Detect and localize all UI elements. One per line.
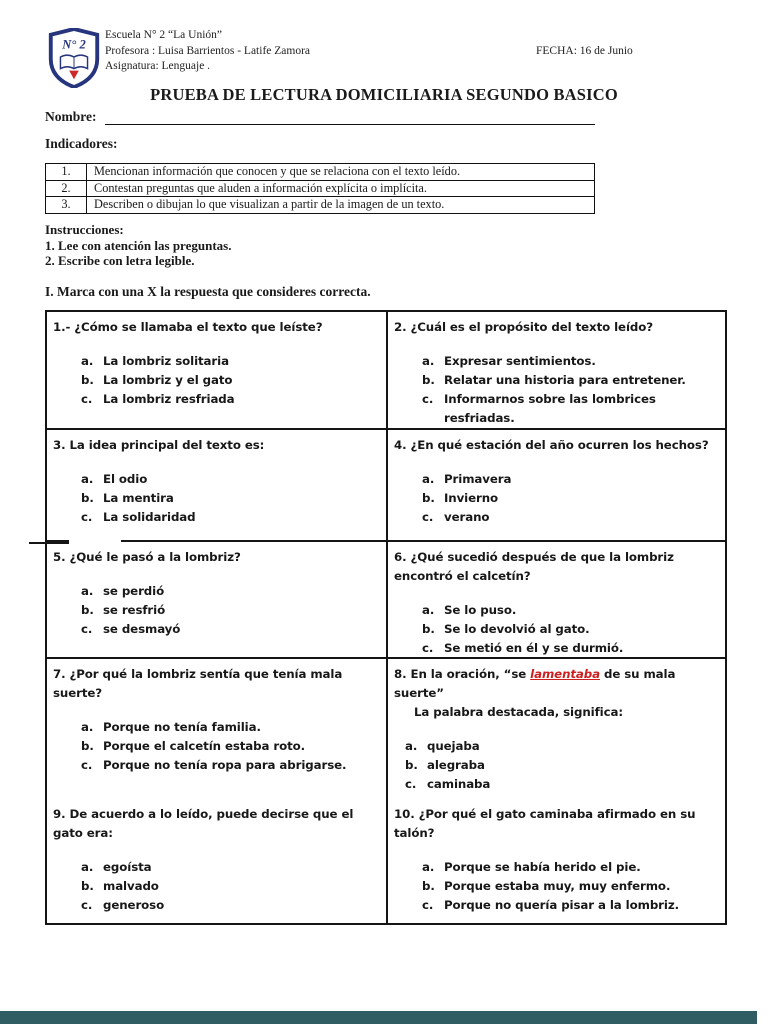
questions-table: [45, 310, 727, 925]
svg-text:N° 2: N° 2: [62, 37, 86, 52]
option-row: [81, 896, 382, 915]
section-heading: I. Marca con una X la respuesta que consideres correcta.: [45, 284, 371, 299]
option-row: [81, 737, 382, 756]
option-row: [81, 390, 382, 409]
option-text: Porque estaba muy, muy enfermo.: [444, 879, 671, 893]
question-cell: [388, 542, 725, 659]
question-heading: [53, 318, 382, 337]
option-row: [422, 390, 721, 428]
option-text: malvado: [103, 879, 159, 893]
indicators-heading: Indicadores:: [45, 136, 118, 151]
option-letter: c.: [81, 510, 93, 524]
subject-name: Asignatura: Lenguaje .: [105, 60, 211, 72]
option-letter: a.: [81, 860, 94, 874]
question-heading: [53, 548, 382, 567]
option-text: Porque no quería pisar a la lombriz.: [444, 898, 679, 912]
option-letter: c.: [422, 641, 434, 655]
option-row: [81, 508, 382, 527]
option-text: La lombriz resfriada: [103, 392, 235, 406]
option-text: Invierno: [444, 491, 499, 505]
option-letter: c.: [422, 510, 434, 524]
option-row: [81, 858, 382, 877]
question-heading: [394, 436, 721, 455]
option-row: [81, 756, 382, 775]
question-heading-part: de su mala suerte”: [394, 667, 676, 700]
option-text: egoísta: [103, 860, 152, 874]
indicator-number: 3.: [46, 197, 87, 213]
options-list: [422, 470, 721, 527]
options-list: [422, 352, 721, 428]
options-list: [81, 470, 382, 527]
question-heading: [53, 805, 382, 843]
question-heading-part: 4. ¿En qué estación del año ocurren los hechos?: [394, 438, 709, 452]
option-text: Porque no tenía familia.: [103, 720, 261, 734]
option-row: [81, 371, 382, 390]
option-row: [405, 737, 721, 756]
question-heading-part: 7. ¿Por qué la lombriz sentía que tenía mala suerte?: [53, 667, 343, 700]
option-text: El odio: [103, 472, 148, 486]
option-letter: a.: [81, 584, 94, 598]
option-letter: c.: [81, 622, 93, 636]
option-text: Se lo puso.: [444, 603, 517, 617]
option-letter: b.: [81, 879, 94, 893]
option-letter: b.: [81, 739, 94, 753]
question-cell: [47, 659, 388, 799]
option-row: [422, 858, 721, 877]
option-letter: c.: [422, 392, 434, 406]
option-letter: a.: [422, 603, 435, 617]
question-heading-part: 1.- ¿Cómo se llamaba el texto que leíste?: [53, 320, 323, 334]
option-letter: b.: [422, 622, 435, 636]
instruction-item: 2. Escribe con letra legible.: [45, 253, 195, 268]
option-text: Primavera: [444, 472, 512, 486]
option-row: [81, 489, 382, 508]
question-heading-part: 9. De acuerdo a lo leído, puede decirse que el gato era:: [53, 807, 354, 840]
indicators-table: [45, 163, 595, 214]
question-heading: [394, 318, 721, 337]
option-row: [422, 352, 721, 371]
option-text: Expresar sentimientos.: [444, 354, 596, 368]
option-text: Porque se había herido el pie.: [444, 860, 641, 874]
option-letter: c.: [81, 392, 93, 406]
school-crest-icon: [48, 28, 100, 88]
option-text: Relatar una historia para entretener.: [444, 373, 686, 387]
indicator-row: [46, 181, 594, 198]
option-text: Informarnos sobre las lombrices resfriadas.: [444, 392, 656, 425]
options-list: [81, 858, 382, 915]
option-row: [422, 489, 721, 508]
option-letter: c.: [81, 898, 93, 912]
option-text: La mentira: [103, 491, 174, 505]
date-label: FECHA: 16 de Junio: [536, 45, 633, 57]
name-blank-line: [105, 109, 596, 125]
option-text: Porque el calcetín estaba roto.: [103, 739, 306, 753]
option-letter: a.: [422, 354, 435, 368]
name-field-row: [45, 109, 595, 125]
option-row: [422, 371, 721, 390]
question-heading: [53, 665, 382, 703]
option-letter: a.: [81, 472, 94, 486]
question-heading-part: 10. ¿Por qué el gato caminaba afirmado en su talón?: [394, 807, 696, 840]
option-row: [422, 601, 721, 620]
question-heading-part: 3. La idea principal del texto es:: [53, 438, 265, 452]
option-text: Porque no tenía ropa para abrigarse.: [103, 758, 347, 772]
option-letter: a.: [405, 739, 418, 753]
option-letter: b.: [81, 603, 94, 617]
option-row: [422, 639, 721, 658]
header-info: [105, 28, 310, 75]
scan-border-gap: [69, 540, 121, 544]
option-letter: a.: [422, 472, 435, 486]
question-subheading: La palabra destacada, significa:: [414, 705, 623, 719]
options-list: [81, 582, 382, 639]
option-row: [422, 896, 721, 915]
option-text: Se metió en él y se durmió.: [444, 641, 624, 655]
option-row: [81, 582, 382, 601]
question-cell: [388, 430, 725, 542]
highlighted-word: lamentaba: [530, 667, 600, 681]
option-row: [405, 756, 721, 775]
question-heading-part: 6. ¿Qué sucedió después de que la lombriz encontró el calcetín?: [394, 550, 674, 583]
option-letter: a.: [422, 860, 435, 874]
question-cell: [47, 430, 388, 542]
option-text: se desmayó: [103, 622, 181, 636]
scan-stray-mark: [29, 542, 69, 544]
option-row: [81, 352, 382, 371]
option-letter: b.: [422, 879, 435, 893]
option-letter: b.: [422, 373, 435, 387]
question-cell: [47, 542, 388, 659]
instructions-block: [45, 222, 231, 269]
option-text: Se lo devolvió al gato.: [444, 622, 590, 636]
option-row: [81, 718, 382, 737]
option-text: caminaba: [427, 777, 491, 791]
option-text: verano: [444, 510, 490, 524]
option-row: [405, 775, 721, 794]
question-cell: [47, 799, 388, 923]
option-letter: c.: [405, 777, 417, 791]
option-letter: a.: [81, 720, 94, 734]
option-letter: b.: [81, 373, 94, 387]
question-cell: [388, 312, 725, 430]
option-letter: b.: [405, 758, 418, 772]
option-row: [422, 877, 721, 896]
question-cell: [388, 659, 725, 799]
option-row: [81, 470, 382, 489]
option-text: generoso: [103, 898, 165, 912]
instructions-heading: Instrucciones:: [45, 222, 124, 237]
option-text: La lombriz y el gato: [103, 373, 233, 387]
options-list: [81, 352, 382, 409]
option-row: [422, 470, 721, 489]
indicator-text: Mencionan información que conocen y que se relaciona con el texto leído.: [94, 164, 461, 178]
question-heading-part: 2. ¿Cuál es el propósito del texto leído?: [394, 320, 653, 334]
question-cell: [388, 799, 725, 923]
instructions-list: [45, 238, 231, 269]
indicator-number: 1.: [46, 164, 87, 180]
footer-divider-bar: [0, 1011, 757, 1024]
option-row: [81, 877, 382, 896]
question-heading: [394, 805, 721, 843]
option-text: se perdió: [103, 584, 165, 598]
option-text: La solidaridad: [103, 510, 196, 524]
indicator-number: 2.: [46, 181, 87, 197]
question-heading-part: 8. En la oración, “se: [394, 667, 531, 681]
options-list: [422, 601, 721, 658]
option-text: alegraba: [427, 758, 485, 772]
indicator-row: [46, 164, 594, 181]
indicator-text: Contestan preguntas que aluden a información explícita o implícita.: [94, 180, 427, 195]
question-heading: [394, 665, 721, 703]
school-name: Escuela N° 2 “La Unión”: [105, 29, 222, 41]
options-list: [81, 718, 382, 775]
option-letter: c.: [81, 758, 93, 772]
teacher-name: Profesora : Luisa Barrientos - Latife Zamora: [105, 44, 311, 57]
options-list: [405, 737, 721, 794]
instruction-item: 1. Lee con atención las preguntas.: [45, 237, 232, 253]
option-text: se resfrió: [103, 603, 166, 617]
page-title: PRUEBA DE LECTURA DOMICILIARIA SEGUNDO BASICO: [150, 85, 618, 104]
indicator-text: Describen o dibujan lo que visualizan a partir de la imagen de un texto.: [94, 197, 445, 212]
question-heading: [53, 436, 382, 455]
option-letter: b.: [422, 491, 435, 505]
option-row: [81, 601, 382, 620]
option-letter: c.: [422, 898, 434, 912]
question-heading-part: 5. ¿Qué le pasó a la lombriz?: [53, 550, 241, 564]
option-letter: b.: [81, 491, 94, 505]
indicator-row: [46, 197, 594, 213]
option-letter: a.: [81, 354, 94, 368]
option-text: La lombriz solitaria: [103, 354, 229, 368]
option-row: [422, 620, 721, 639]
name-label: Nombre:: [45, 109, 97, 124]
option-row: [81, 620, 382, 639]
options-list: [422, 858, 721, 915]
option-text: quejaba: [427, 739, 480, 753]
option-row: [422, 508, 721, 527]
question-heading: [394, 548, 721, 586]
question-cell: [47, 312, 388, 430]
